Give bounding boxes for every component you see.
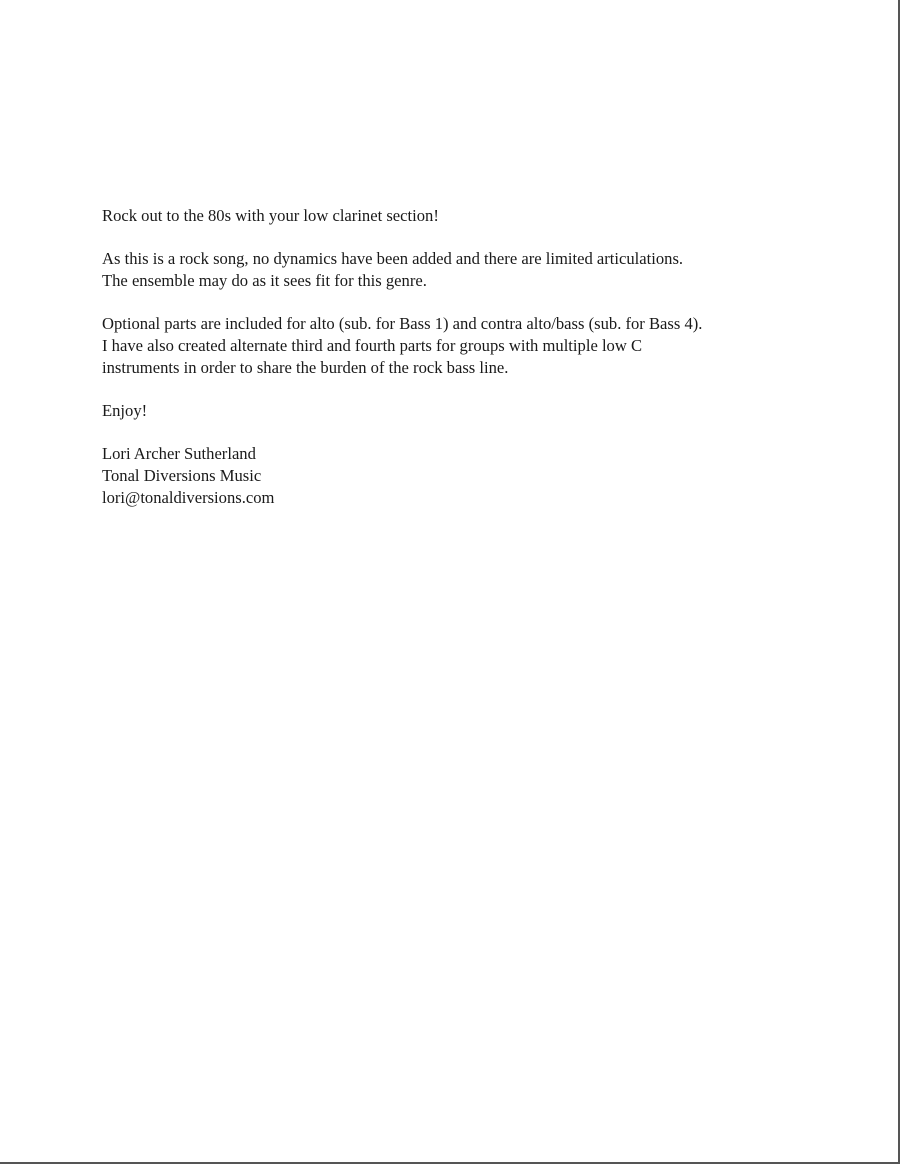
optional-parts-line-2: I have also created alternate third and fourth parts for groups with multiple low C — [102, 336, 643, 355]
signature-company: Tonal Diversions Music — [102, 466, 262, 485]
closing-paragraph — [102, 400, 822, 422]
intro-line: Rock out to the 80s with your low clarinet section! — [102, 206, 439, 225]
dynamics-paragraph — [102, 248, 822, 292]
optional-parts-line-3: instruments in order to share the burden of the rock bass line. — [102, 358, 509, 377]
signature-block — [102, 443, 822, 509]
optional-parts-line-1: Optional parts are included for alto (sub. for Bass 1) and contra alto/bass (sub. for Bass 4). — [102, 314, 703, 333]
closing-line: Enjoy! — [102, 401, 148, 420]
signature-email: lori@tonaldiversions.com — [102, 488, 275, 507]
dynamics-line-2: The ensemble may do as it sees fit for this genre. — [102, 271, 427, 290]
optional-parts-paragraph — [102, 313, 822, 379]
intro-paragraph — [102, 205, 822, 227]
signature-name: Lori Archer Sutherland — [102, 444, 256, 463]
dynamics-line-1: As this is a rock song, no dynamics have been added and there are limited articulations. — [102, 249, 684, 268]
document-body — [102, 205, 822, 530]
